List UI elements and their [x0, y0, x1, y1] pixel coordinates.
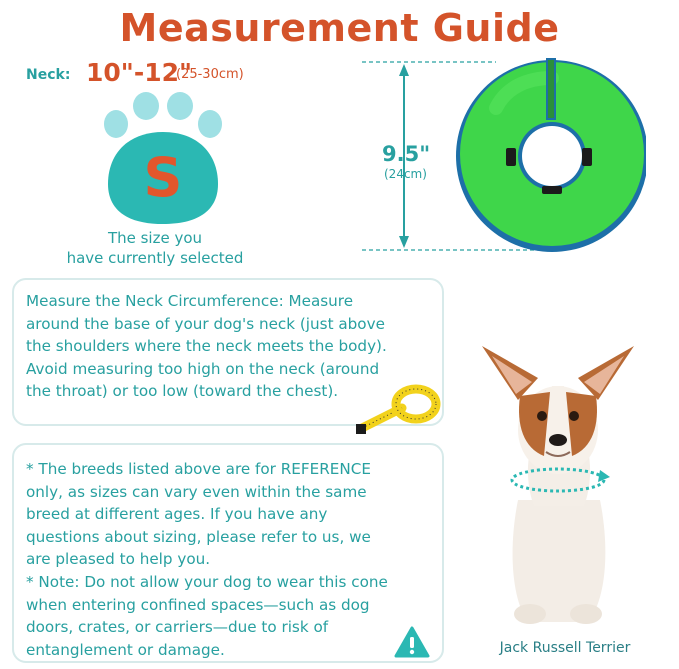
text-line: the shoulders where the neck meets the body).: [26, 337, 387, 356]
dog-illustration: [468, 330, 648, 630]
text-line: the throat) or too low (toward the chest).: [26, 382, 339, 401]
cone-height-cm: (24cm): [384, 167, 427, 181]
notes-box: [12, 443, 444, 663]
neck-label: Neck:: [26, 67, 71, 83]
size-caption-line: The size you: [107, 229, 203, 247]
text-line: when entering confined spaces—such as dog: [26, 595, 370, 614]
dog-breed-caption: Jack Russell Terrier: [499, 640, 631, 656]
text-line: Avoid measuring too high on the neck (around: [26, 359, 380, 378]
warning-icon: [394, 625, 430, 659]
text-line: Measure the Neck Circumference: Measure: [26, 292, 354, 310]
text-line: * Note: Do not allow your dog to wear this cone: [26, 572, 388, 591]
paw-icon: [78, 92, 248, 234]
text-line: are pleased to help you.: [26, 550, 211, 569]
text-line: questions about sizing, please refer to us, we: [26, 527, 371, 546]
text-line: only, as sizes can vary even within the same: [26, 482, 367, 501]
size-caption-line: have currently selected: [66, 249, 244, 267]
page-title: Measurement Guide: [119, 6, 560, 50]
cone-height-inches: 9.5": [382, 142, 431, 166]
measuring-tape-icon: [356, 380, 442, 438]
text-line: breed at different ages. If you have any: [26, 505, 328, 524]
text-line: around the base of your dog's neck (just above: [26, 314, 385, 333]
neck-size-inches: 10"-12": [86, 58, 193, 87]
text-line: * The breeds listed above are for REFERENCE: [26, 460, 371, 478]
notes-text: [26, 458, 436, 661]
neck-size-cm: (25-30cm): [176, 67, 244, 82]
size-letter: S: [143, 146, 183, 209]
size-caption: [40, 228, 270, 268]
text-line: doors, crates, or carriers—due to risk of: [26, 618, 329, 637]
text-line: entanglement or damage.: [26, 640, 225, 659]
